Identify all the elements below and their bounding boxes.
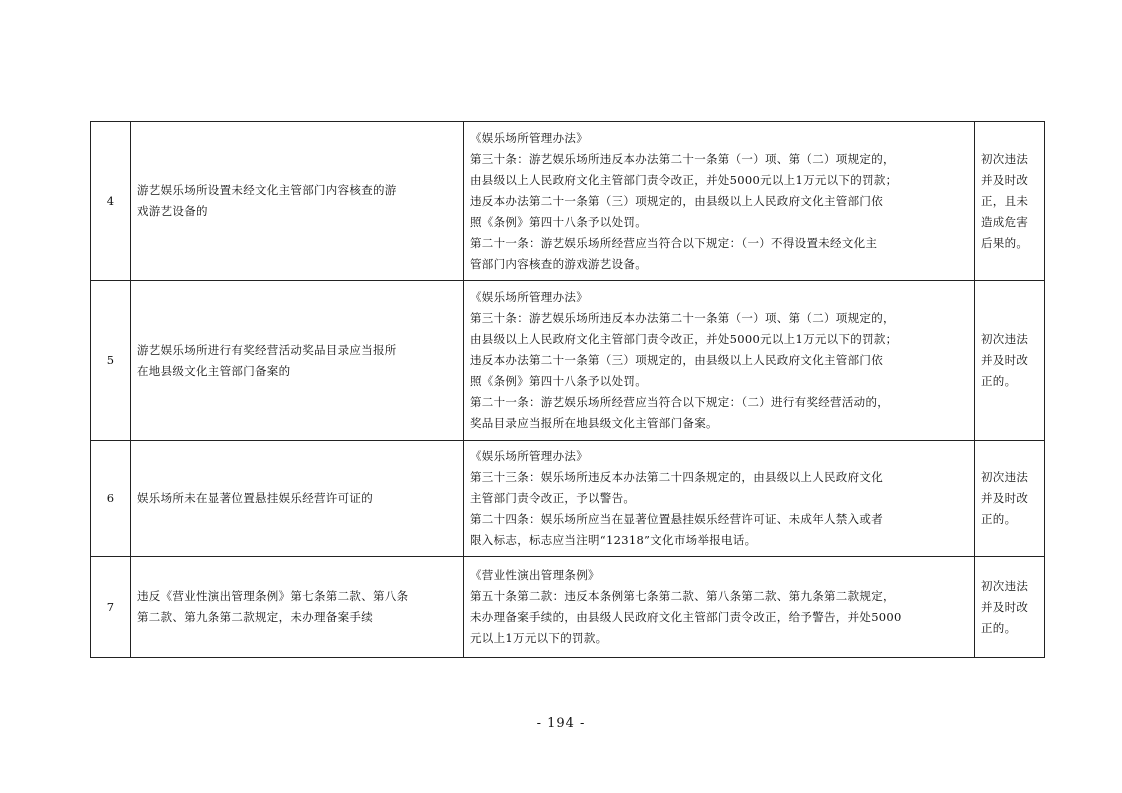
legal-basis-line: 第二十一条：游艺娱乐场所经营应当符合以下规定：（一）不得设置未经文化主 [470,235,878,250]
exemption-condition-line: 初次违法 [981,470,1029,484]
table-row [91,441,1045,557]
exemption-condition-line: 并及时改 [981,491,1029,505]
violation-conduct [131,281,464,441]
legal-basis [464,281,975,441]
legal-basis-line: 限入标志，标志应当注明“12318”文化市场举报电话。 [470,533,757,547]
row-number: 7 [91,557,131,658]
violation-conduct-line: 第二款、第九条第二款规定，未办理备案手续 [137,610,373,624]
exemption-condition-line: 并及时改 [981,353,1029,367]
violation-conduct-line: 游艺娱乐场所设置未经文化主管部门内容核查的游 [137,183,397,197]
legal-basis-line: 第三十条：游艺娱乐场所违反本办法第二十一条第（一）项、第（二）项规定的， [470,311,895,325]
legal-basis-line: 第三十三条：娱乐场所违反本办法第二十四条规定的，由县级以上人民政府文化 [470,470,883,484]
exemption-condition-line: 初次违法 [981,151,1029,166]
legal-basis-line: 元以上1万元以下的罚款。 [470,631,608,645]
table-row [91,557,1045,658]
legal-basis-line: 第二十一条：游艺娱乐场所经营应当符合以下规定：（二）进行有奖经营活动的， [470,395,890,409]
violation-conduct-line: 违反《营业性演出管理条例》第七条第二款、第八条 [137,589,409,603]
exemption-condition-line: 并及时改 [981,172,1029,187]
legal-basis-line: 由县级以上人民政府文化主管部门责令改正，并处5000元以上1万元以下的罚款； [470,332,898,346]
legal-basis-line: 违反本办法第二十一条第（三）项规定的，由县级以上人民政府文化主管部门依 [470,193,883,208]
legal-basis-line: 照《条例》第四十八条予以处罚。 [470,214,647,229]
legal-basis-line: 《娱乐场所管理办法》 [470,130,588,145]
exemption-condition [975,557,1045,658]
legal-basis-line: 主管部门责令改正，予以警告。 [470,491,636,505]
violation-table-body [91,122,1045,658]
exemption-condition-line: 正的。 [981,620,1017,635]
exemption-condition-line: 造成危害 [981,214,1029,229]
exemption-condition-line: 后果的。 [981,235,1029,250]
violation-conduct [131,122,464,281]
exemption-condition-line: 正，且未 [981,193,1029,208]
exemption-condition-line: 初次违法 [981,578,1029,593]
legal-basis-line: 未办理备案手续的，由县级人民政府文化主管部门责令改正，给予警告，并处5000 [470,610,902,624]
legal-basis [464,122,975,281]
legal-basis [464,441,975,557]
exemption-condition-line: 初次违法 [981,332,1029,346]
legal-basis-line: 第三十条：游艺娱乐场所违反本办法第二十一条第（一）项、第（二）项规定的， [470,151,895,166]
exemption-condition [975,122,1045,281]
legal-basis-line: 《营业性演出管理条例》 [470,568,600,582]
violation-conduct-line: 游艺娱乐场所进行有奖经营活动奖品目录应当报所 [137,342,397,357]
legal-basis-line: 违反本办法第二十一条第（三）项规定的，由县级以上人民政府文化主管部门依 [470,353,883,367]
legal-basis-line: 管部门内容核查的游戏游艺设备。 [470,256,647,271]
row-number: 4 [91,122,131,281]
exemption-condition [975,441,1045,557]
table-row [91,281,1045,441]
violation-conduct-line: 在地县级文化主管部门备案的 [137,363,291,378]
legal-basis-line: 《娱乐场所管理办法》 [470,449,588,463]
table-row [91,122,1045,281]
violation-conduct [131,557,464,658]
exemption-condition-line: 正的。 [981,374,1017,388]
violation-conduct-line: 戏游艺设备的 [137,204,208,218]
exemption-condition-line: 并及时改 [981,599,1029,614]
violation-conduct [131,441,464,557]
row-number: 5 [91,281,131,441]
exemption-condition [975,281,1045,441]
legal-basis-line: 第二十四条：娱乐场所应当在显著位置悬挂娱乐经营许可证、未成年人禁入或者 [470,512,883,526]
legal-basis-line: 奖品目录应当报所在地县级文化主管部门备案。 [470,416,718,430]
legal-basis-line: 由县级以上人民政府文化主管部门责令改正，并处5000元以上1万元以下的罚款； [470,172,898,187]
legal-basis-line: 《娱乐场所管理办法》 [470,290,588,304]
legal-basis-line: 照《条例》第四十八条予以处罚。 [470,374,647,388]
page-number: - 194 - [536,716,586,731]
exemption-condition-line: 正的。 [981,512,1017,526]
legal-basis-line: 第五十条第二款：违反本条例第七条第二款、第八条第二款、第九条第二款规定， [470,589,895,603]
violation-conduct-line: 娱乐场所未在显著位置悬挂娱乐经营许可证的 [137,491,373,505]
row-number: 6 [91,441,131,557]
violation-table [90,121,1045,658]
legal-basis [464,557,975,658]
